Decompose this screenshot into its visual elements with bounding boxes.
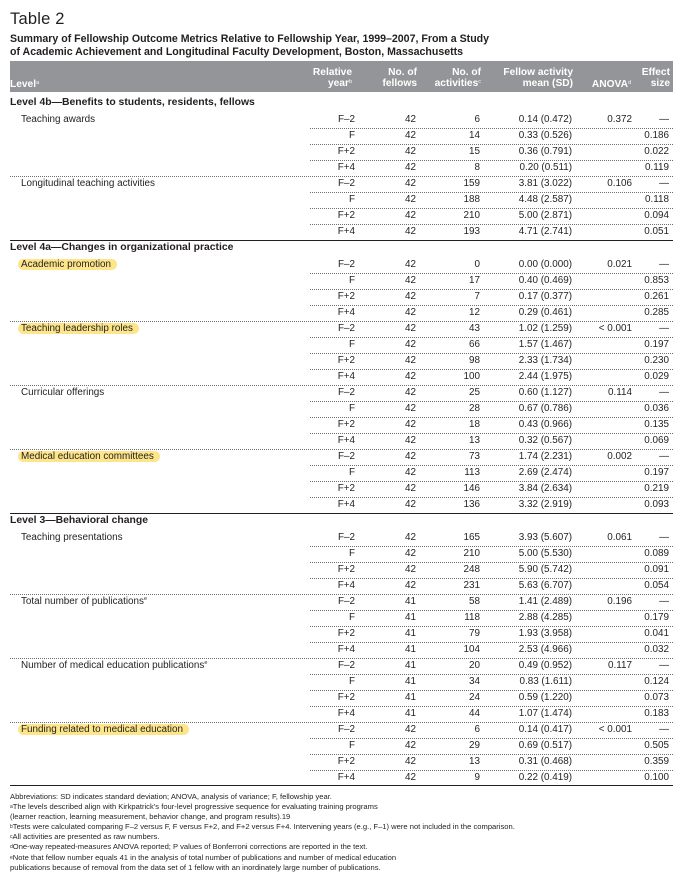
footnote: $^b$Tests were calculated comparing F–2 versus F, F versus F+2, and F+2 versus F+4. Intervening years (e.g., F–1) were not included in the comparison. xyxy=(10,822,515,832)
effect-size: 0.093 xyxy=(644,499,669,510)
row-label-text: Teaching leadership roles xyxy=(18,323,139,334)
anova-value: < 0.001 xyxy=(598,323,632,334)
footnote: $^d$One-way repeated-measures ANOVA reported; P values of Bonferroni corrections are reported in the text. xyxy=(10,842,368,852)
effect-size: 0.219 xyxy=(644,483,669,494)
anova-value: 0.061 xyxy=(607,532,632,543)
activities-count: 79 xyxy=(469,628,480,639)
effect-size: — xyxy=(659,323,669,334)
activities-count: 44 xyxy=(469,708,480,719)
table-row xyxy=(10,337,673,353)
effect-size: — xyxy=(659,660,669,671)
mean-sd: 3.84 (2.634) xyxy=(518,483,572,494)
effect-size: 0.124 xyxy=(644,676,669,687)
table-row xyxy=(10,642,673,658)
relative-year: F xyxy=(348,548,355,559)
activities-count: 20 xyxy=(469,660,480,671)
row-label-text: Number of medical education publications$^e$ xyxy=(21,660,208,671)
relative-year: F+4 xyxy=(337,307,355,318)
activities-count: 24 xyxy=(469,692,480,703)
activities-count: 29 xyxy=(469,740,480,751)
row-label xyxy=(21,257,117,273)
mean-sd: 2.53 (4.966) xyxy=(518,644,572,655)
mean-sd: 3.81 (3.022) xyxy=(518,178,572,189)
fellows-count: 41 xyxy=(405,692,416,703)
effect-size: 0.186 xyxy=(644,130,669,141)
effect-size: 0.179 xyxy=(644,612,669,623)
fellows-count: 42 xyxy=(405,371,416,382)
row-label-text: Teaching presentations xyxy=(21,532,123,543)
fellows-count: 42 xyxy=(405,740,416,751)
mean-sd: 0.60 (1.127) xyxy=(518,387,572,398)
activities-count: 210 xyxy=(463,210,480,221)
fellows-count: 42 xyxy=(405,307,416,318)
activities-count: 17 xyxy=(469,275,480,286)
effect-size: 0.183 xyxy=(644,708,669,719)
table-row xyxy=(10,626,673,642)
activities-count: 231 xyxy=(463,580,480,591)
relative-year: F+4 xyxy=(337,435,355,446)
relative-year: F+4 xyxy=(337,772,355,783)
effect-size: 0.359 xyxy=(644,756,669,767)
fellows-count: 41 xyxy=(405,612,416,623)
mean-sd: 0.43 (0.966) xyxy=(518,419,572,430)
table-row xyxy=(10,658,673,674)
activities-count: 34 xyxy=(469,676,480,687)
mean-sd: 0.69 (0.517) xyxy=(518,740,572,751)
fellows-count: 42 xyxy=(405,483,416,494)
mean-sd: 2.69 (2.474) xyxy=(518,467,572,478)
effect-size: 0.036 xyxy=(644,403,669,414)
effect-size: 0.091 xyxy=(644,564,669,575)
table-header xyxy=(10,61,673,92)
row-label xyxy=(21,112,95,128)
effect-size: 0.073 xyxy=(644,692,669,703)
relative-year: F+2 xyxy=(337,291,355,302)
mean-sd: 3.93 (5.607) xyxy=(518,532,572,543)
relative-year: F–2 xyxy=(337,532,355,543)
relative-year: F–2 xyxy=(337,178,355,189)
relative-year: F xyxy=(348,740,355,751)
activities-count: 43 xyxy=(469,323,480,334)
footnote: $^c$All activities are presented as raw numbers. xyxy=(10,832,160,842)
effect-size: 0.032 xyxy=(644,644,669,655)
table-end-rule xyxy=(10,785,673,786)
activities-count: 100 xyxy=(463,371,480,382)
header-effect-size: Effect size xyxy=(641,67,670,89)
effect-size: 0.089 xyxy=(644,548,669,559)
table-label: Table 2 xyxy=(10,10,65,28)
activities-count: 6 xyxy=(474,114,480,125)
activities-count: 25 xyxy=(469,387,480,398)
row-label-text: Funding related to medical education xyxy=(18,724,189,735)
table-row xyxy=(10,401,673,417)
table-row xyxy=(10,562,673,578)
table-row xyxy=(10,160,673,176)
activities-count: 104 xyxy=(463,644,480,655)
relative-year: F xyxy=(348,467,355,478)
fellows-count: 42 xyxy=(405,419,416,430)
effect-size: 0.135 xyxy=(644,419,669,430)
anova-value: 0.021 xyxy=(607,259,632,270)
table-row xyxy=(10,176,673,192)
fellows-count: 42 xyxy=(405,387,416,398)
relative-year: F+4 xyxy=(337,371,355,382)
relative-year: F+2 xyxy=(337,355,355,366)
mean-sd: 0.14 (0.472) xyxy=(518,114,572,125)
table-row xyxy=(10,530,673,546)
section-title: Level 4b—Benefits to students, residents, fellows xyxy=(10,97,255,108)
relative-year: F+2 xyxy=(337,419,355,430)
effect-size: — xyxy=(659,724,669,735)
activities-count: 12 xyxy=(469,307,480,318)
table-caption xyxy=(10,33,650,58)
fellows-count: 42 xyxy=(405,114,416,125)
relative-year: F+2 xyxy=(337,564,355,575)
mean-sd: 0.33 (0.526) xyxy=(518,130,572,141)
relative-year: F+4 xyxy=(337,162,355,173)
activities-count: 113 xyxy=(464,467,480,478)
fellows-count: 42 xyxy=(405,532,416,543)
activities-count: 8 xyxy=(474,162,480,173)
fellows-count: 42 xyxy=(405,194,416,205)
mean-sd: 0.49 (0.952) xyxy=(518,660,572,671)
effect-size: 0.041 xyxy=(644,628,669,639)
header-anova: ANOVA$^d$ xyxy=(591,79,631,90)
mean-sd: 0.59 (1.220) xyxy=(518,692,572,703)
activities-count: 73 xyxy=(469,451,480,462)
fellows-count: 42 xyxy=(405,756,416,767)
footnote: (learner reaction, learning measurement, behavior change, and program results).19 xyxy=(10,812,291,822)
row-label-text: Longitudinal teaching activities xyxy=(21,178,155,189)
table-row xyxy=(10,674,673,690)
fellows-count: 41 xyxy=(405,644,416,655)
mean-sd: 0.17 (0.377) xyxy=(518,291,572,302)
table-row xyxy=(10,208,673,224)
activities-count: 146 xyxy=(463,483,480,494)
effect-size: 0.069 xyxy=(644,435,669,446)
table-row xyxy=(10,192,673,208)
fellows-count: 42 xyxy=(405,178,416,189)
anova-value: 0.372 xyxy=(607,114,632,125)
relative-year: F–2 xyxy=(337,387,355,398)
relative-year: F–2 xyxy=(337,660,355,671)
fellows-count: 41 xyxy=(405,676,416,687)
relative-year: F–2 xyxy=(337,451,355,462)
activities-count: 7 xyxy=(474,291,480,302)
effect-size: 0.261 xyxy=(644,291,669,302)
section-rule xyxy=(10,513,673,514)
activities-count: 118 xyxy=(464,612,480,623)
row-label-text: Total number of publications$^e$ xyxy=(21,596,148,607)
row-label xyxy=(21,449,160,465)
relative-year: F xyxy=(348,403,355,414)
fellows-count: 42 xyxy=(405,580,416,591)
header-level: Level$^a$ xyxy=(10,79,40,90)
fellows-count: 42 xyxy=(405,435,416,446)
table-row xyxy=(10,770,673,786)
activities-count: 159 xyxy=(463,178,480,189)
effect-size: 0.051 xyxy=(644,226,669,237)
fellows-count: 41 xyxy=(405,628,416,639)
activities-count: 66 xyxy=(469,339,480,350)
effect-size: 0.118 xyxy=(645,194,669,205)
mean-sd: 0.14 (0.417) xyxy=(518,724,572,735)
footnote: Abbreviations: SD indicates standard deviation; ANOVA, analysis of variance; F, fellowship year. xyxy=(10,792,332,801)
mean-sd: 5.90 (5.742) xyxy=(518,564,572,575)
fellows-count: 42 xyxy=(405,210,416,221)
table-row xyxy=(10,321,673,337)
caption-line-1: Summary of Fellowship Outcome Metrics Relative to Fellowship Year, 1999–2007, From a Study xyxy=(10,33,490,45)
relative-year: F+2 xyxy=(337,483,355,494)
effect-size: 0.285 xyxy=(644,307,669,318)
mean-sd: 4.71 (2.741) xyxy=(518,226,572,237)
activities-count: 248 xyxy=(463,564,480,575)
effect-size: 0.054 xyxy=(644,580,669,591)
activities-count: 58 xyxy=(469,596,480,607)
effect-size: 0.505 xyxy=(644,740,669,751)
activities-count: 15 xyxy=(469,146,480,157)
fellows-count: 42 xyxy=(405,403,416,414)
fellows-count: 42 xyxy=(405,275,416,286)
fellows-count: 42 xyxy=(405,355,416,366)
table-row xyxy=(10,112,673,128)
mean-sd: 5.63 (6.707) xyxy=(518,580,572,591)
mean-sd: 2.33 (1.734) xyxy=(518,355,572,366)
fellows-count: 41 xyxy=(405,660,416,671)
relative-year: F–2 xyxy=(337,724,355,735)
table-row xyxy=(10,481,673,497)
anova-value: 0.114 xyxy=(608,387,632,398)
anova-value: 0.196 xyxy=(607,596,632,607)
mean-sd: 1.07 (1.474) xyxy=(518,708,572,719)
mean-sd: 0.29 (0.461) xyxy=(518,307,572,318)
mean-sd: 1.57 (1.467) xyxy=(518,339,572,350)
fellows-count: 42 xyxy=(405,772,416,783)
mean-sd: 0.22 (0.419) xyxy=(518,772,572,783)
table-row xyxy=(10,305,673,321)
relative-year: F+2 xyxy=(337,146,355,157)
activities-count: 210 xyxy=(463,548,480,559)
activities-count: 28 xyxy=(469,403,480,414)
relative-year: F–2 xyxy=(337,114,355,125)
relative-year: F xyxy=(348,130,355,141)
relative-year: F+2 xyxy=(337,756,355,767)
row-label xyxy=(21,385,104,401)
table-row xyxy=(10,738,673,754)
relative-year: F+4 xyxy=(337,708,355,719)
relative-year: F xyxy=(348,275,355,286)
mean-sd: 1.02 (1.259) xyxy=(518,323,572,334)
row-label-text: Medical education committees xyxy=(18,451,160,462)
activities-count: 136 xyxy=(463,499,480,510)
fellows-count: 41 xyxy=(405,596,416,607)
mean-sd: 5.00 (2.871) xyxy=(518,210,572,221)
table-row xyxy=(10,353,673,369)
section-rule xyxy=(10,240,673,241)
mean-sd: 0.40 (0.469) xyxy=(518,275,572,286)
row-label xyxy=(21,530,123,546)
table-row xyxy=(10,594,673,610)
fellows-count: 42 xyxy=(405,291,416,302)
header-mean: Fellow activity mean (SD) xyxy=(503,67,573,89)
effect-size: — xyxy=(659,259,669,270)
header-fellows: No. of fellows xyxy=(382,67,417,89)
row-label xyxy=(21,658,207,674)
mean-sd: 0.20 (0.511) xyxy=(519,162,572,173)
relative-year: F xyxy=(348,339,355,350)
mean-sd: 3.32 (2.919) xyxy=(518,499,572,510)
effect-size: 0.094 xyxy=(644,210,669,221)
fellows-count: 42 xyxy=(405,162,416,173)
footnote: $^a$The levels described align with Kirkpatrick’s four-level progressive sequence for evaluating training programs xyxy=(10,802,378,812)
fellows-count: 42 xyxy=(405,499,416,510)
activities-count: 6 xyxy=(474,724,480,735)
relative-year: F–2 xyxy=(337,259,355,270)
effect-size: — xyxy=(659,387,669,398)
table-notes xyxy=(10,792,673,873)
caption-line-2: of Academic Achievement and Longitudinal Faculty Development, Boston, Massachusetts xyxy=(10,45,464,58)
table-row xyxy=(10,224,673,240)
relative-year: F+2 xyxy=(337,692,355,703)
table-row xyxy=(10,690,673,706)
mean-sd: 2.44 (1.975) xyxy=(518,371,572,382)
fellows-count: 42 xyxy=(405,548,416,559)
activities-count: 9 xyxy=(474,772,480,783)
relative-year: F–2 xyxy=(337,323,355,334)
row-label xyxy=(21,594,147,610)
mean-sd: 0.31 (0.468) xyxy=(518,756,572,767)
relative-year: F xyxy=(348,612,355,623)
relative-year: F+4 xyxy=(337,226,355,237)
mean-sd: 4.48 (2.587) xyxy=(518,194,572,205)
fellows-count: 42 xyxy=(405,339,416,350)
activities-count: 165 xyxy=(463,532,480,543)
activities-count: 13 xyxy=(469,435,480,446)
relative-year: F+2 xyxy=(337,628,355,639)
mean-sd: 1.74 (2.231) xyxy=(518,451,572,462)
table-row xyxy=(10,289,673,305)
effect-size: 0.197 xyxy=(644,467,669,478)
mean-sd: 1.41 (2.489) xyxy=(518,596,572,607)
effect-size: — xyxy=(659,178,669,189)
table-row xyxy=(10,385,673,401)
activities-count: 98 xyxy=(469,355,480,366)
row-label-text: Curricular offerings xyxy=(21,387,105,398)
anova-value: 0.002 xyxy=(607,451,632,462)
relative-year: F+2 xyxy=(337,210,355,221)
effect-size: 0.119 xyxy=(645,162,669,173)
effect-size: 0.197 xyxy=(644,339,669,350)
mean-sd: 0.32 (0.567) xyxy=(518,435,572,446)
fellows-count: 42 xyxy=(405,724,416,735)
table-row xyxy=(10,610,673,626)
mean-sd: 0.67 (0.786) xyxy=(518,403,572,414)
table-row xyxy=(10,128,673,144)
fellows-count: 42 xyxy=(405,226,416,237)
effect-size: — xyxy=(659,596,669,607)
row-label-text: Academic promotion xyxy=(18,259,117,270)
row-label xyxy=(21,321,139,337)
footnote: $^e$Note that fellow number equals 41 in the analysis of total number of publications and number of medical education xyxy=(10,852,397,862)
mean-sd: 1.93 (3.958) xyxy=(518,628,572,639)
anova-value: 0.106 xyxy=(607,178,632,189)
table-row xyxy=(10,546,673,562)
fellows-count: 42 xyxy=(405,259,416,270)
footnote: publications because of removal from the data set of 1 fellow with an inordinately large number of publications. xyxy=(10,862,381,872)
table-row xyxy=(10,754,673,770)
table-row xyxy=(10,433,673,449)
table-row xyxy=(10,722,673,738)
relative-year: F xyxy=(348,194,355,205)
effect-size: 0.100 xyxy=(644,772,669,783)
mean-sd: 0.83 (1.611) xyxy=(519,676,572,687)
effect-size: — xyxy=(659,532,669,543)
relative-year: F+4 xyxy=(337,580,355,591)
activities-count: 0 xyxy=(474,259,480,270)
effect-size: 0.022 xyxy=(644,146,669,157)
mean-sd: 0.00 (0.000) xyxy=(518,259,572,270)
row-label-text: Teaching awards xyxy=(21,114,96,125)
table-row xyxy=(10,578,673,594)
table-row xyxy=(10,465,673,481)
relative-year: F+4 xyxy=(337,644,355,655)
table-row xyxy=(10,144,673,160)
section-title: Level 3—Behavioral change xyxy=(10,515,149,526)
anova-value: < 0.001 xyxy=(598,724,632,735)
fellows-count: 42 xyxy=(405,451,416,462)
relative-year: F xyxy=(348,676,355,687)
relative-year: F–2 xyxy=(337,596,355,607)
row-label xyxy=(21,722,189,738)
fellows-count: 41 xyxy=(405,708,416,719)
effect-size: 0.230 xyxy=(644,355,669,366)
effect-size: — xyxy=(659,114,669,125)
activities-count: 188 xyxy=(463,194,480,205)
table-row xyxy=(10,449,673,465)
relative-year: F+4 xyxy=(337,499,355,510)
header-relative-year: Relative year$^b$ xyxy=(312,67,352,89)
effect-size: 0.029 xyxy=(644,371,669,382)
activities-count: 18 xyxy=(469,419,480,430)
header-activities: No. of activities$^c$ xyxy=(434,67,481,89)
table-row xyxy=(10,706,673,722)
fellows-count: 42 xyxy=(405,146,416,157)
effect-size: — xyxy=(659,451,669,462)
table-row xyxy=(10,257,673,273)
table-row xyxy=(10,417,673,433)
fellows-count: 42 xyxy=(405,130,416,141)
fellows-count: 42 xyxy=(405,323,416,334)
table-row xyxy=(10,497,673,513)
mean-sd: 5.00 (5.530) xyxy=(518,548,572,559)
section-title: Level 4a—Changes in organizational practice xyxy=(10,242,234,253)
fellows-count: 42 xyxy=(405,467,416,478)
table-row xyxy=(10,369,673,385)
activities-count: 13 xyxy=(469,756,480,767)
activities-count: 14 xyxy=(469,130,480,141)
mean-sd: 0.36 (0.791) xyxy=(518,146,572,157)
effect-size: 0.853 xyxy=(644,275,669,286)
table-row xyxy=(10,273,673,289)
anova-value: 0.117 xyxy=(608,660,632,671)
mean-sd: 2.88 (4.285) xyxy=(518,612,572,623)
fellows-count: 42 xyxy=(405,564,416,575)
activities-count: 193 xyxy=(463,226,480,237)
row-label xyxy=(21,176,155,192)
